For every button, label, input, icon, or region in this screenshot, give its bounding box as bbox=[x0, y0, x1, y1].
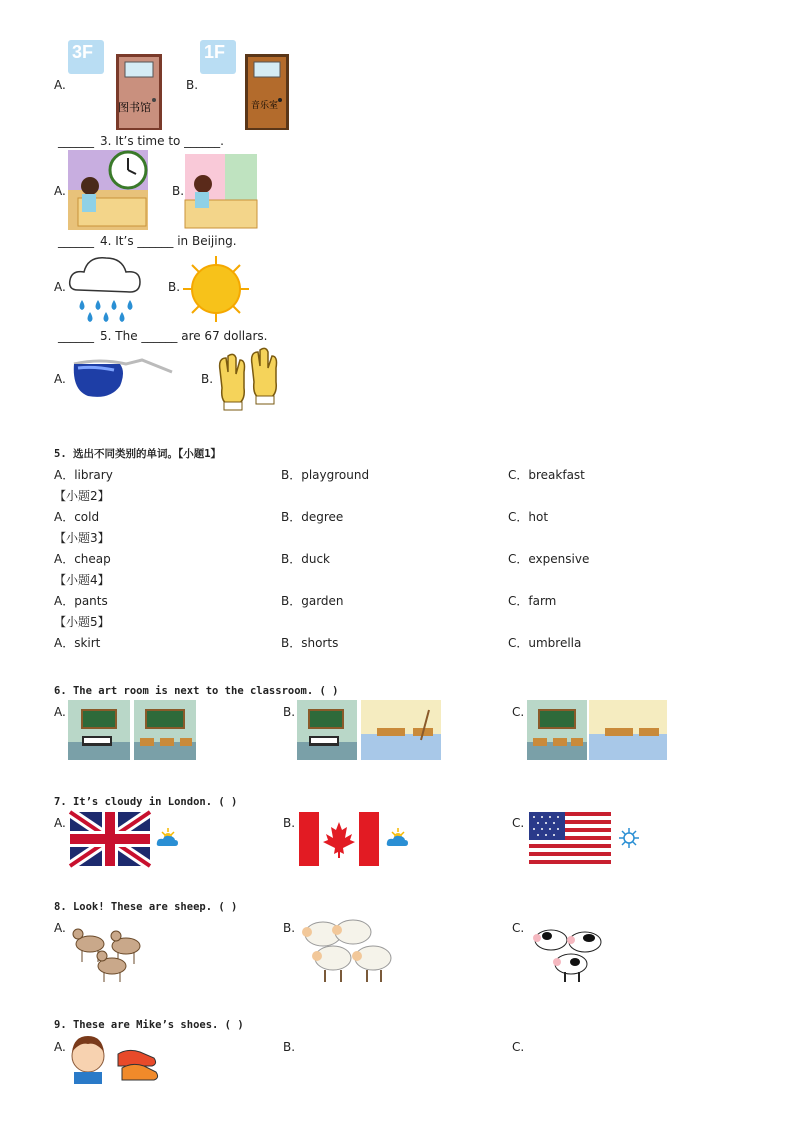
floor-sign-3f: 3F bbox=[68, 40, 104, 74]
word-option-b[interactable]: B．playground bbox=[281, 468, 370, 482]
q3-answer-blank[interactable]: ______ bbox=[58, 134, 94, 148]
option-a-label: A. bbox=[54, 184, 66, 198]
option-c-label[interactable]: C. bbox=[512, 705, 525, 719]
option-c-label[interactable]: C. bbox=[512, 921, 525, 935]
word-option-c[interactable]: C．umbrella bbox=[508, 636, 582, 650]
goats-image bbox=[68, 916, 150, 984]
music-room-and-art-room-image bbox=[297, 700, 441, 760]
subquestion-label: 【小题4】 bbox=[54, 573, 110, 587]
music-room-door-label: 音乐室 bbox=[251, 101, 279, 111]
q4-answer-blank[interactable]: ______ bbox=[58, 234, 94, 248]
rain-cloud-icon bbox=[68, 250, 144, 326]
q5-answer-blank[interactable]: ______ bbox=[58, 329, 94, 343]
usa-flag-icon bbox=[529, 812, 611, 866]
uk-flag-icon bbox=[70, 812, 150, 866]
girl-in-bed-image bbox=[185, 154, 257, 228]
q5-text: 5. The ______ are 67 dollars. bbox=[100, 329, 268, 343]
q3-text: 3. It’s time to ______. bbox=[100, 134, 224, 148]
q4-text: 4. It’s ______ in Beijing. bbox=[100, 234, 237, 248]
cows-image bbox=[527, 916, 613, 984]
word-option-c[interactable]: C．hot bbox=[508, 510, 549, 524]
word-option-c[interactable]: C．farm bbox=[508, 594, 557, 608]
classroom-and-art-room-image bbox=[527, 700, 667, 760]
word-option-b[interactable]: B．duck bbox=[281, 552, 331, 566]
option-b-label: B. bbox=[186, 78, 199, 92]
word-option-c[interactable]: C．breakfast bbox=[508, 468, 585, 482]
q9-text: 9. These are Mike’s shoes. ( ) bbox=[54, 1019, 244, 1031]
gloves-image bbox=[214, 348, 284, 412]
word-option-b[interactable]: B．shorts bbox=[281, 636, 339, 650]
option-b-label[interactable]: B. bbox=[283, 921, 296, 935]
option-b-label[interactable]: B. bbox=[283, 816, 296, 830]
word-option-c[interactable]: C．expensive bbox=[508, 552, 590, 566]
subquestion-label: 【小题5】 bbox=[54, 615, 110, 629]
sun-icon bbox=[183, 256, 249, 322]
option-c-label[interactable]: C. bbox=[512, 816, 525, 830]
word-option-a[interactable]: A．pants bbox=[54, 594, 108, 608]
sheep-image bbox=[297, 914, 401, 986]
boy-and-shoes-image bbox=[68, 1034, 162, 1084]
word-option-a[interactable]: A．library bbox=[54, 468, 113, 482]
wake-up-clock-image bbox=[68, 150, 148, 230]
word-option-a[interactable]: A．cold bbox=[54, 510, 100, 524]
sunglasses-image bbox=[70, 354, 174, 402]
sunny-icon bbox=[619, 828, 639, 848]
option-b-label: B. bbox=[172, 184, 185, 198]
library-door-image bbox=[116, 54, 162, 130]
option-a-label[interactable]: A. bbox=[54, 816, 66, 830]
section5-title: 5. 选出不同类别的单词。【小题1】 bbox=[54, 448, 222, 460]
option-b-label: B. bbox=[201, 372, 214, 386]
option-a-label[interactable]: A. bbox=[54, 921, 66, 935]
cloudy-icon bbox=[386, 828, 408, 848]
word-option-b[interactable]: B．degree bbox=[281, 510, 344, 524]
word-option-a[interactable]: A．skirt bbox=[54, 636, 101, 650]
option-b-label: B. bbox=[168, 280, 181, 294]
library-door-label: 图书馆 bbox=[118, 101, 151, 114]
q8-text: 8. Look! These are sheep. ( ) bbox=[54, 901, 238, 913]
option-a-label: A. bbox=[54, 78, 66, 92]
q6-text: 6. The art room is next to the classroom. ( ) bbox=[54, 685, 339, 697]
music-room-door-image bbox=[245, 54, 289, 130]
option-a-label[interactable]: A. bbox=[54, 1040, 66, 1054]
option-c-label[interactable]: C. bbox=[512, 1040, 525, 1054]
subquestion-label: 【小题3】 bbox=[54, 531, 110, 545]
option-b-label[interactable]: B. bbox=[283, 1040, 296, 1054]
subquestion-label: 【小题2】 bbox=[54, 489, 110, 503]
option-a-label: A. bbox=[54, 372, 66, 386]
canada-flag-icon bbox=[299, 812, 379, 866]
q7-text: 7. It’s cloudy in London. ( ) bbox=[54, 796, 238, 808]
word-option-a[interactable]: A．cheap bbox=[54, 552, 111, 566]
option-a-label[interactable]: A. bbox=[54, 705, 66, 719]
option-a-label: A. bbox=[54, 280, 66, 294]
music-room-and-classroom-image bbox=[68, 700, 196, 760]
word-option-b[interactable]: B．garden bbox=[281, 594, 344, 608]
option-b-label[interactable]: B. bbox=[283, 705, 296, 719]
cloudy-icon bbox=[156, 828, 178, 848]
floor-sign-1f: 1F bbox=[200, 40, 236, 74]
